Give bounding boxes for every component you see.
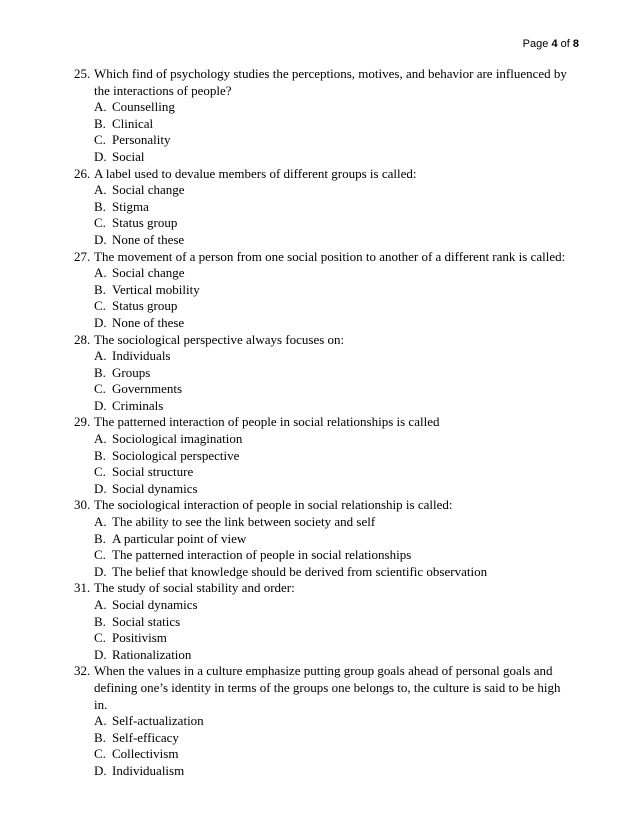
option-letter: D. xyxy=(94,646,107,662)
question-item xyxy=(74,166,574,249)
question-number: 26. xyxy=(74,165,91,181)
option-text: Social xyxy=(112,148,145,164)
option-text: The ability to see the link between society and self xyxy=(112,514,376,530)
answer-option xyxy=(94,132,574,149)
option-text: Social dynamics xyxy=(112,597,198,612)
answer-option xyxy=(94,298,574,315)
question-text: The study of social stability and order: xyxy=(94,580,295,596)
option-letter: D. xyxy=(94,148,107,164)
option-letter: A. xyxy=(94,514,107,530)
answer-option xyxy=(94,481,574,498)
question-number: 29. xyxy=(74,414,91,430)
answer-option xyxy=(94,730,574,747)
answer-option xyxy=(94,763,574,780)
question-item xyxy=(74,414,574,497)
option-text: Individuals xyxy=(112,348,171,364)
question-number: 32. xyxy=(74,663,91,679)
option-text: Sociological perspective xyxy=(112,447,240,463)
option-letter: C. xyxy=(94,746,106,762)
option-text: Governments xyxy=(112,381,183,397)
option-text: Clinical xyxy=(112,115,154,131)
option-text: Positivism xyxy=(112,630,167,646)
answer-option xyxy=(94,514,574,531)
option-text: The patterned interaction of people in social relationships xyxy=(112,547,412,563)
option-letter: A. xyxy=(94,348,107,364)
option-letter: C. xyxy=(94,547,106,563)
question-number: 28. xyxy=(74,331,91,347)
option-letter: C. xyxy=(94,464,106,480)
page-current: 4 xyxy=(551,38,558,50)
option-letter: B. xyxy=(94,198,106,214)
question-text: The movement of a person from one social position to another of a different rank is called: xyxy=(94,248,566,264)
option-letter: D. xyxy=(94,397,107,413)
answer-option xyxy=(94,365,574,382)
answer-option xyxy=(94,348,574,365)
option-letter: A. xyxy=(94,713,107,729)
answer-option xyxy=(94,547,574,564)
option-letter: C. xyxy=(94,215,106,231)
option-text: Social change xyxy=(112,265,185,281)
question-item xyxy=(74,663,574,779)
question-text: Which find of psychology studies the perceptions, motives, and behavior are influenced by the interactions of people? xyxy=(94,66,567,98)
option-letter: B. xyxy=(94,447,106,463)
option-letter: D. xyxy=(94,762,107,778)
answer-option xyxy=(94,215,574,232)
question-item xyxy=(74,580,574,663)
answer-option xyxy=(94,232,574,249)
answer-options xyxy=(94,514,574,580)
option-letter: B. xyxy=(94,364,106,380)
option-text: Rationalization xyxy=(112,646,192,662)
question-text: When the values in a culture emphasize putting group goals ahead of personal goals and defining one’s identity in terms of the groups one belongs to, the culture is said to be high in. xyxy=(94,663,561,712)
option-text: Social statics xyxy=(112,613,181,629)
option-letter: D. xyxy=(94,231,107,247)
question-text: The sociological interaction of people in social relationship is called: xyxy=(94,497,453,513)
option-letter: A. xyxy=(94,597,107,612)
option-text: Self-actualization xyxy=(112,713,204,729)
answer-option xyxy=(94,315,574,332)
option-text: Individualism xyxy=(112,762,185,778)
answer-option xyxy=(94,564,574,581)
answer-option xyxy=(94,431,574,448)
page-word: Page xyxy=(522,38,549,50)
answer-option xyxy=(94,531,574,548)
option-text: Status group xyxy=(112,215,178,231)
answer-option xyxy=(94,182,574,199)
option-letter: C. xyxy=(94,381,106,397)
option-text: None of these xyxy=(112,314,185,330)
option-letter: D. xyxy=(94,314,107,330)
answer-option xyxy=(94,398,574,415)
option-text: The belief that knowledge should be derived from scientific observation xyxy=(112,563,488,579)
option-text: Vertical mobility xyxy=(112,281,200,297)
option-text: Social change xyxy=(112,182,185,198)
option-letter: A. xyxy=(94,182,107,198)
question-number: 25. xyxy=(74,66,91,81)
question-number: 31. xyxy=(74,580,91,596)
answer-option xyxy=(94,630,574,647)
question-item xyxy=(74,497,574,580)
option-letter: C. xyxy=(94,132,106,148)
question-text: The patterned interaction of people in social relationships is called xyxy=(94,414,440,430)
option-text: Social structure xyxy=(112,464,194,480)
option-letter: B. xyxy=(94,281,106,297)
option-text: Criminals xyxy=(112,397,164,413)
answer-option xyxy=(94,149,574,166)
page-of: of xyxy=(560,38,570,50)
option-text: None of these xyxy=(112,231,185,247)
option-text: Social dynamics xyxy=(112,480,198,496)
option-letter: C. xyxy=(94,630,106,646)
answer-option xyxy=(94,381,574,398)
answer-options xyxy=(94,713,574,779)
question-list xyxy=(74,66,574,780)
question-number: 30. xyxy=(74,497,91,513)
option-letter: D. xyxy=(94,563,107,579)
question-item xyxy=(74,66,574,166)
option-letter: A. xyxy=(94,265,107,281)
option-text: Collectivism xyxy=(112,746,179,762)
question-text: A label used to devalue members of different groups is called: xyxy=(94,165,417,181)
answer-option xyxy=(94,647,574,664)
answer-options xyxy=(94,99,574,165)
question-text: The sociological perspective always focuses on: xyxy=(94,331,345,347)
option-letter: B. xyxy=(94,115,106,131)
answer-option xyxy=(94,597,574,614)
answer-option xyxy=(94,448,574,465)
answer-options xyxy=(94,182,574,248)
answer-option xyxy=(94,464,574,481)
option-letter: B. xyxy=(94,613,106,629)
answer-option xyxy=(94,199,574,216)
answer-option xyxy=(94,265,574,282)
answer-options xyxy=(94,265,574,331)
question-item xyxy=(74,249,574,332)
page-total: 8 xyxy=(572,38,579,50)
option-letter: B. xyxy=(94,530,106,546)
answer-option xyxy=(94,116,574,133)
option-letter: C. xyxy=(94,298,106,314)
answer-option xyxy=(94,614,574,631)
option-text: Groups xyxy=(112,364,151,380)
option-letter: B. xyxy=(94,729,106,745)
option-text: Counselling xyxy=(112,99,175,115)
option-text: Sociological imagination xyxy=(112,431,243,447)
option-text: Self-efficacy xyxy=(112,729,179,745)
question-item xyxy=(74,332,574,415)
option-letter: A. xyxy=(94,99,107,115)
option-letter: A. xyxy=(94,431,107,447)
option-text: Status group xyxy=(112,298,178,314)
answer-options xyxy=(94,431,574,497)
option-text: A particular point of view xyxy=(112,530,247,546)
answer-option xyxy=(94,282,574,299)
answer-option xyxy=(94,713,574,730)
answer-option xyxy=(94,99,574,116)
answer-option xyxy=(94,746,574,763)
option-text: Stigma xyxy=(112,198,149,214)
option-text: Personality xyxy=(112,132,171,148)
answer-options xyxy=(94,597,574,663)
answer-options xyxy=(94,348,574,414)
question-number: 27. xyxy=(74,248,91,264)
page-number xyxy=(523,37,579,51)
option-letter: D. xyxy=(94,480,107,496)
